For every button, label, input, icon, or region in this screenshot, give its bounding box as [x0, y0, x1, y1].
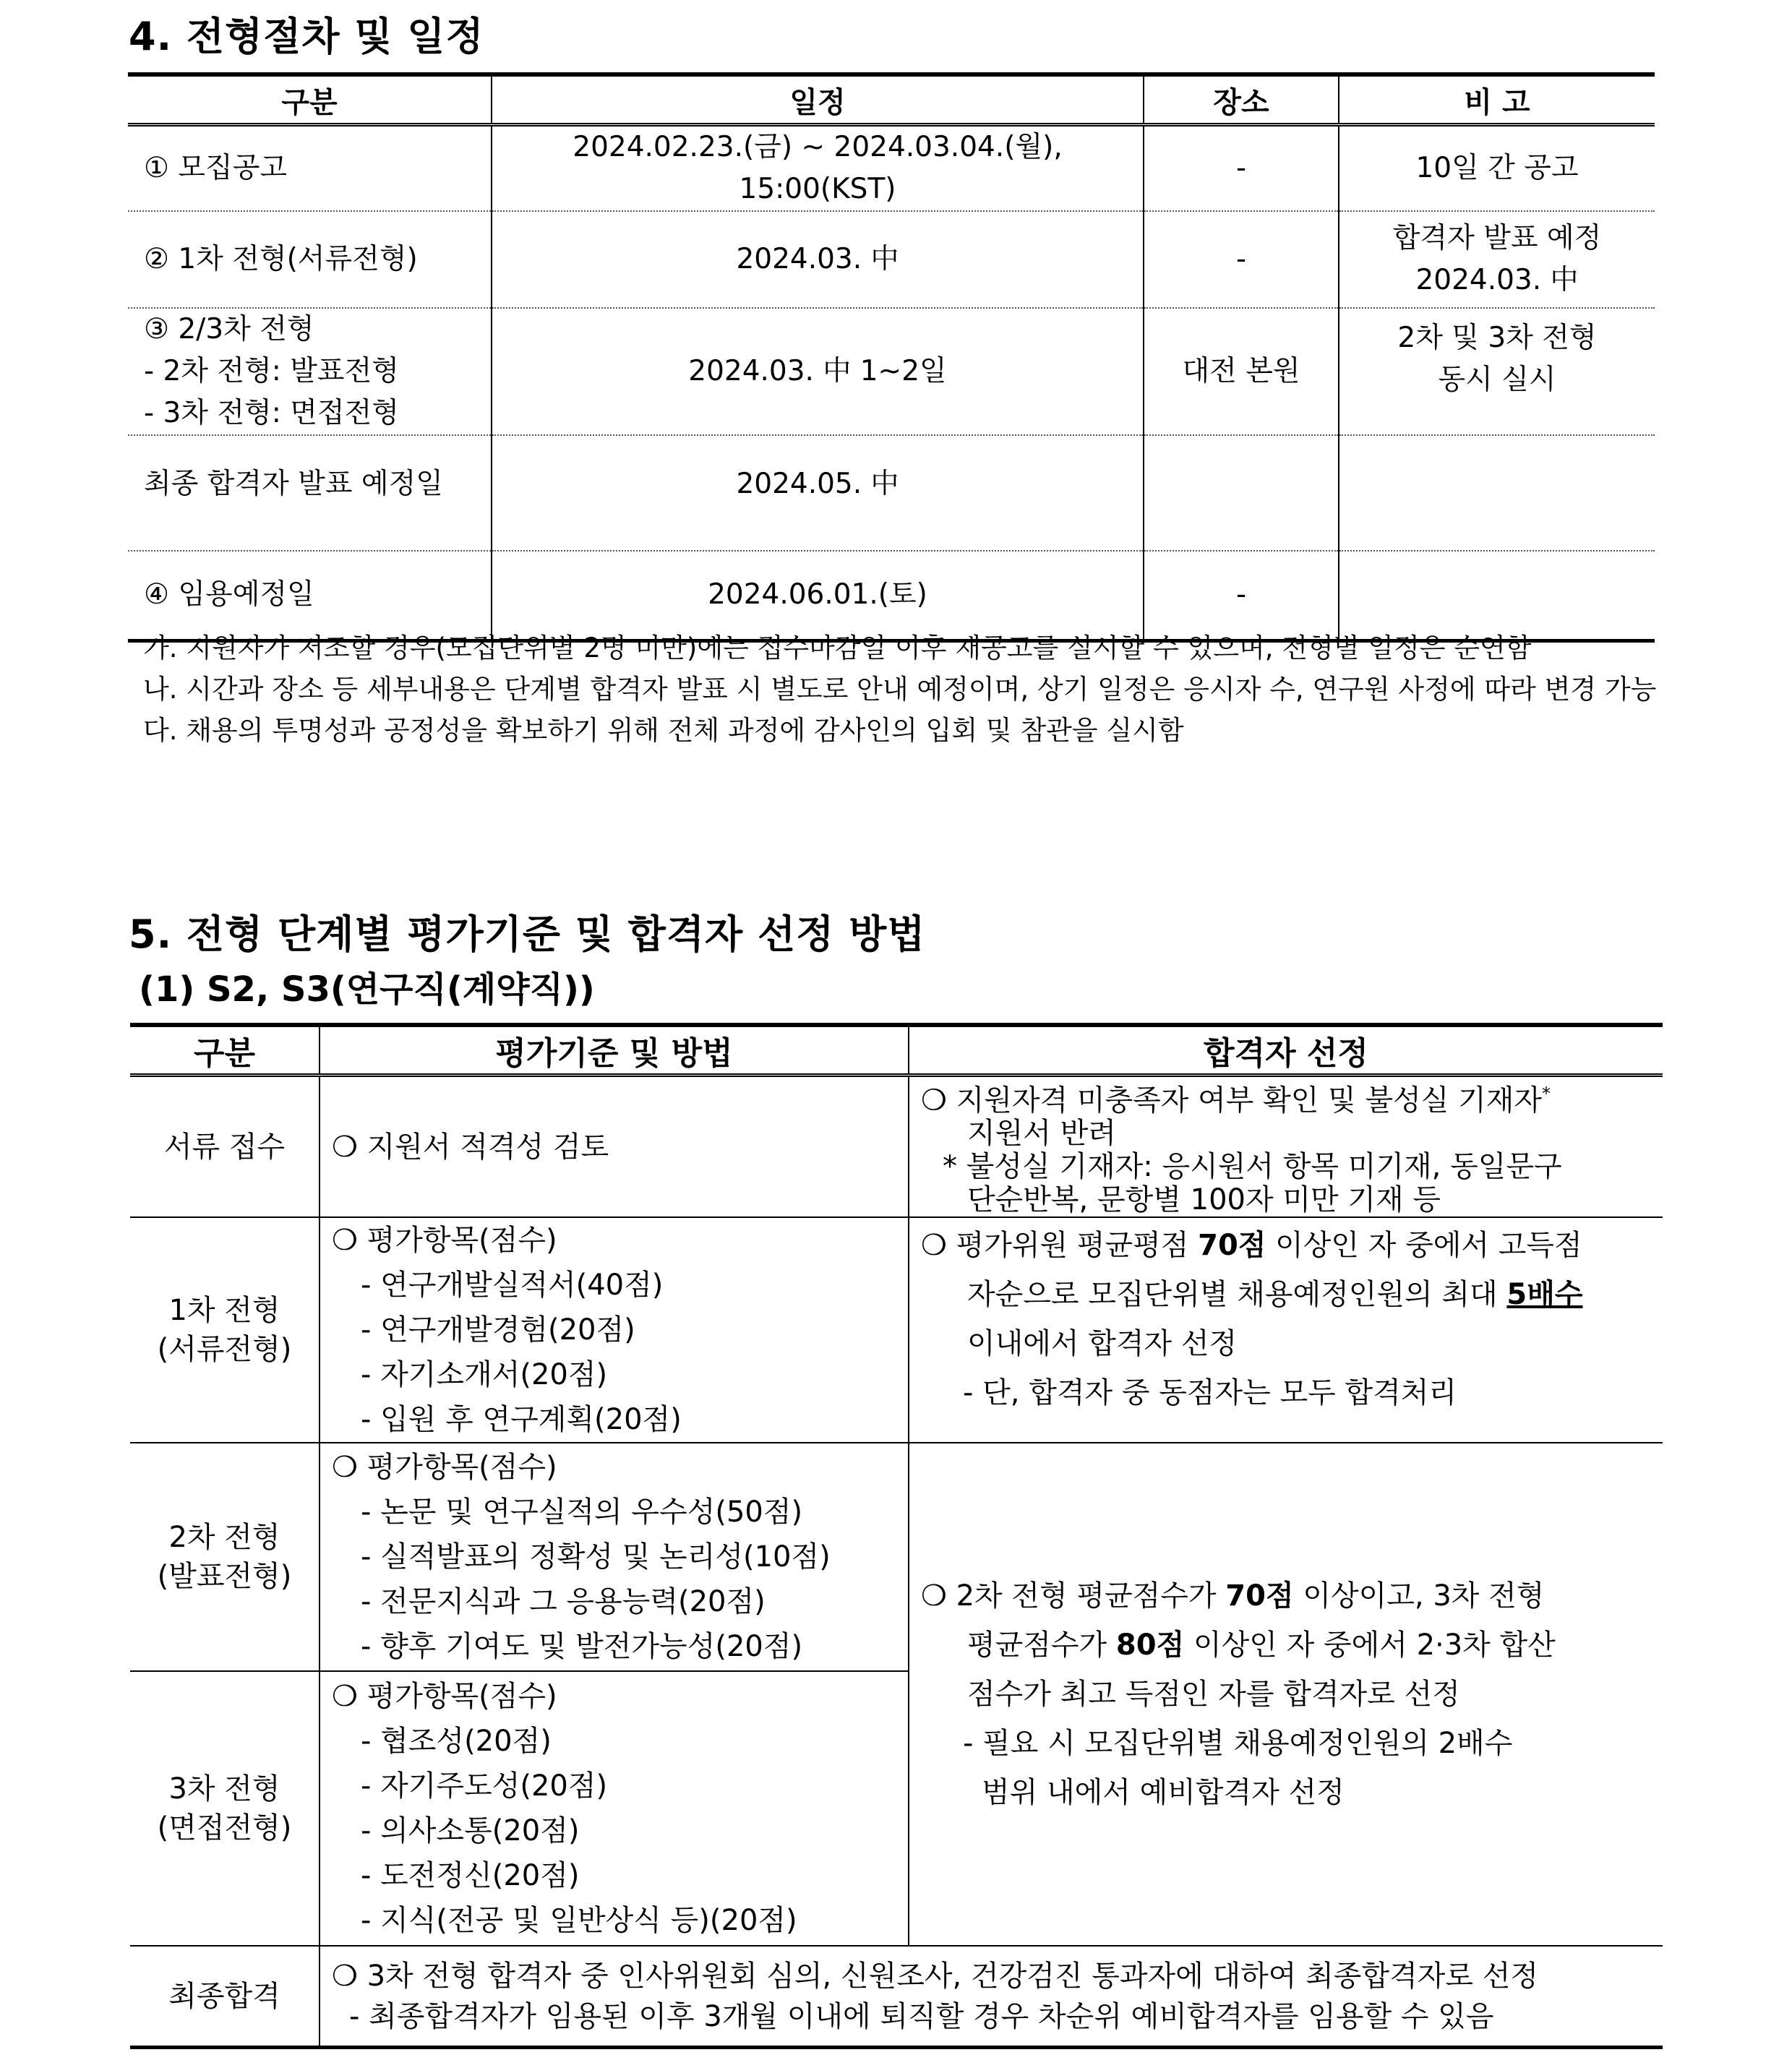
selection-text: ❍ 2차 전형 평균점수가: [921, 1579, 1226, 1613]
selection-bold: 70점: [1225, 1579, 1294, 1613]
section5-subtitle: (1) S2, S3(연구직(계약직)): [139, 969, 595, 1010]
note-ga: 가. 지원자가 저조할 경우(모집단위별 2명 미만)에는 접수마감일 이후 재공고를 실시할 수 있으며, 전형별 일정은 순연함: [143, 632, 1532, 664]
criteria-item: - 지식(전공 및 일반상식 등)(20점): [361, 1904, 797, 1938]
criteria-cell: [320, 1443, 909, 1671]
table-row: [128, 211, 1655, 308]
criteria-item: - 연구개발실적서(40점): [361, 1269, 664, 1302]
criteria-item: - 향후 기여도 및 발전가능성(20점): [361, 1630, 803, 1664]
selection-bold: 80점: [1115, 1628, 1185, 1662]
header-selection: 합격자 선정: [909, 1025, 1663, 1076]
selection-text: ❍ 지원자격 미충족자 여부 확인 및 불성실 기재자: [921, 1083, 1543, 1117]
schedule-header-row: [128, 74, 1655, 125]
final-cell: [320, 1946, 1663, 2047]
criteria-item: ❍ 지원서 적격성 검토: [332, 1130, 609, 1164]
selection-text: 평균점수가: [967, 1628, 1116, 1662]
selection-line: [921, 1221, 1651, 1270]
selection-cell: [909, 1443, 1663, 1946]
section5-title: 5. 전형 단계별 평가기준 및 합격자 선정 방법: [129, 911, 926, 957]
row-place: -: [1144, 125, 1339, 212]
selection-line: * 불성실 기재자: 응시원서 항목 미기재, 동일문구: [943, 1150, 1562, 1184]
table-row: [130, 1217, 1663, 1443]
selection-line: 점수가 최고 득점인 자를 합격자로 선정: [967, 1678, 1460, 1712]
header-category: 구분: [130, 1025, 320, 1076]
section4-title: 4. 전형절차 및 일정: [129, 14, 484, 59]
stage-label: [130, 1217, 320, 1443]
row-place: 대전 본원: [1144, 308, 1339, 435]
criteria-cell: [320, 1076, 909, 1218]
selection-line: [921, 1077, 1651, 1117]
selection-line: 지원서 반려: [967, 1117, 1116, 1151]
criteria-cell: [320, 1217, 909, 1443]
stage-label: 서류 접수: [130, 1076, 320, 1218]
selection-line: 이내에서 합격자 선정: [967, 1327, 1238, 1361]
row-note: 10일 간 공고: [1339, 125, 1655, 212]
stage-label: 최종합격: [168, 1979, 280, 2013]
criteria-item: - 실적발표의 정확성 및 논리성(10점): [361, 1540, 831, 1574]
stage-line: 3차 전형: [168, 1772, 280, 1806]
row-label: 최종 합격자 발표 예정일: [128, 435, 492, 551]
criteria-item: ❍ 평가항목(점수): [332, 1680, 557, 1714]
selection-cell: [909, 1076, 1663, 1218]
row-label: ④ 임용예정일: [144, 578, 314, 611]
row-label: ② 1차 전형(서류전형): [128, 211, 492, 308]
stage-line: (면접전형): [157, 1811, 292, 1845]
stage-line: (발표전형): [157, 1560, 292, 1594]
criteria-item: - 협조성(20점): [361, 1725, 552, 1759]
stage-label: [130, 1671, 320, 1946]
selection-text: ❍ 평가위원 평균평점: [921, 1229, 1199, 1263]
criteria-item: - 자기소개서(20점): [361, 1358, 608, 1392]
criteria-item: ❍ 평가항목(점수): [332, 1451, 557, 1485]
criteria-item: - 전문지식과 그 응용능력(20점): [361, 1585, 766, 1619]
row-schedule: 2024.03. 中 1~2일: [492, 308, 1144, 435]
header-note: 비 고: [1339, 74, 1655, 125]
stage-line: 2차 전형: [168, 1521, 280, 1555]
selection-cell: [909, 1217, 1663, 1443]
selection-line: [921, 1571, 1651, 1621]
final-line: ❍ 3차 전형 합격자 중 인사위원회 심의, 신원조사, 건강검진 통과자에 대하여 최종합격자로 선정: [332, 1959, 1538, 1993]
row-note: 2차 및 3차 전형 동시 실시: [1339, 308, 1655, 435]
criteria-item: - 의사소통(20점): [361, 1814, 580, 1848]
row-schedule: 2024.03. 中: [492, 211, 1144, 308]
final-line: - 최종합격자가 임용된 이후 3개월 이내에 퇴직할 경우 차순위 예비합격자를 임용할 수 있음: [349, 1999, 1494, 2033]
selection-line: 단순반복, 문항별 100자 미만 기재 등: [967, 1183, 1441, 1217]
row-schedule: 2024.06.01.(토): [492, 551, 1144, 640]
criteria-item: - 연구개발경험(20점): [361, 1313, 635, 1347]
selection-text: 이상이고, 3차 전형: [1293, 1579, 1545, 1613]
criteria-item: - 입원 후 연구계획(20점): [361, 1403, 682, 1437]
note-da: 다. 채용의 투명성과 공정성을 확보하기 위해 전체 과정에 감사인의 입회 및 참관을 실시함: [143, 715, 1184, 746]
criteria-cell: [320, 1671, 909, 1946]
table-row: [130, 1443, 1663, 1671]
row-schedule: 2024.02.23.(금) ~ 2024.03.04.(월), 15:00(KST): [492, 125, 1144, 212]
row-schedule: 2024.05. 中: [492, 435, 1144, 551]
row-note: [1339, 435, 1655, 551]
note-na: 나. 시간과 장소 등 세부내용은 단계별 합격자 발표 시 별도로 안내 예정이며, 상기 일정은 응시자 수, 연구원 사정에 따라 변경 가능: [143, 674, 1657, 705]
criteria-header-row: [130, 1025, 1663, 1076]
row-label: ① 모집공고: [128, 125, 492, 212]
selection-line: [921, 1270, 1651, 1319]
selection-line: [921, 1621, 1651, 1670]
row-place: -: [1144, 211, 1339, 308]
selection-text: 이상인 자 중에서 2·3차 합산: [1184, 1628, 1556, 1662]
schedule-table: [128, 72, 1655, 643]
table-row: [128, 435, 1655, 551]
table-row: [128, 125, 1655, 212]
selection-line: - 필요 시 모집단위별 채용예정인원의 2배수: [963, 1727, 1513, 1761]
asterisk-mark: *: [1542, 1083, 1551, 1104]
stage-line: (서류전형): [157, 1333, 292, 1367]
selection-text: 자순으로 모집단위별 채용예정인원의 최대: [967, 1278, 1507, 1312]
criteria-item: - 자기주도성(20점): [361, 1769, 608, 1803]
header-category: 구분: [128, 74, 492, 125]
criteria-item: ❍ 평가항목(점수): [332, 1224, 557, 1258]
header-schedule: 일정: [492, 74, 1144, 125]
table-row: [130, 1946, 1663, 2047]
criteria-table: [130, 1023, 1663, 2049]
header-criteria: 평가기준 및 방법: [320, 1025, 909, 1076]
stage-line: 1차 전형: [168, 1294, 280, 1328]
selection-bold: 70점: [1198, 1229, 1266, 1263]
row-note: 합격자 발표 예정 2024.03. 中: [1339, 211, 1655, 308]
header-place: 장소: [1144, 74, 1339, 125]
row-label: ③ 2/3차 전형 - 2차 전형: 발표전형 - 3차 전형: 면접전형: [128, 308, 492, 435]
criteria-item: - 도전정신(20점): [361, 1859, 580, 1893]
selection-bold-underline: 5배수: [1506, 1278, 1583, 1312]
table-row: [128, 308, 1655, 435]
schedule-notes: [143, 627, 1656, 751]
selection-line: 범위 내에서 예비합격자 선정: [982, 1776, 1345, 1810]
table-row: [130, 1076, 1663, 1218]
criteria-item: - 논문 및 연구실적의 우수성(50점): [361, 1495, 803, 1529]
row-place: -: [1144, 551, 1339, 640]
selection-text: 이상인 자 중에서 고득점: [1266, 1229, 1582, 1263]
stage-label: [130, 1443, 320, 1671]
row-place: [1144, 435, 1339, 551]
selection-line: - 단, 합격자 중 동점자는 모두 합격처리: [963, 1376, 1457, 1410]
